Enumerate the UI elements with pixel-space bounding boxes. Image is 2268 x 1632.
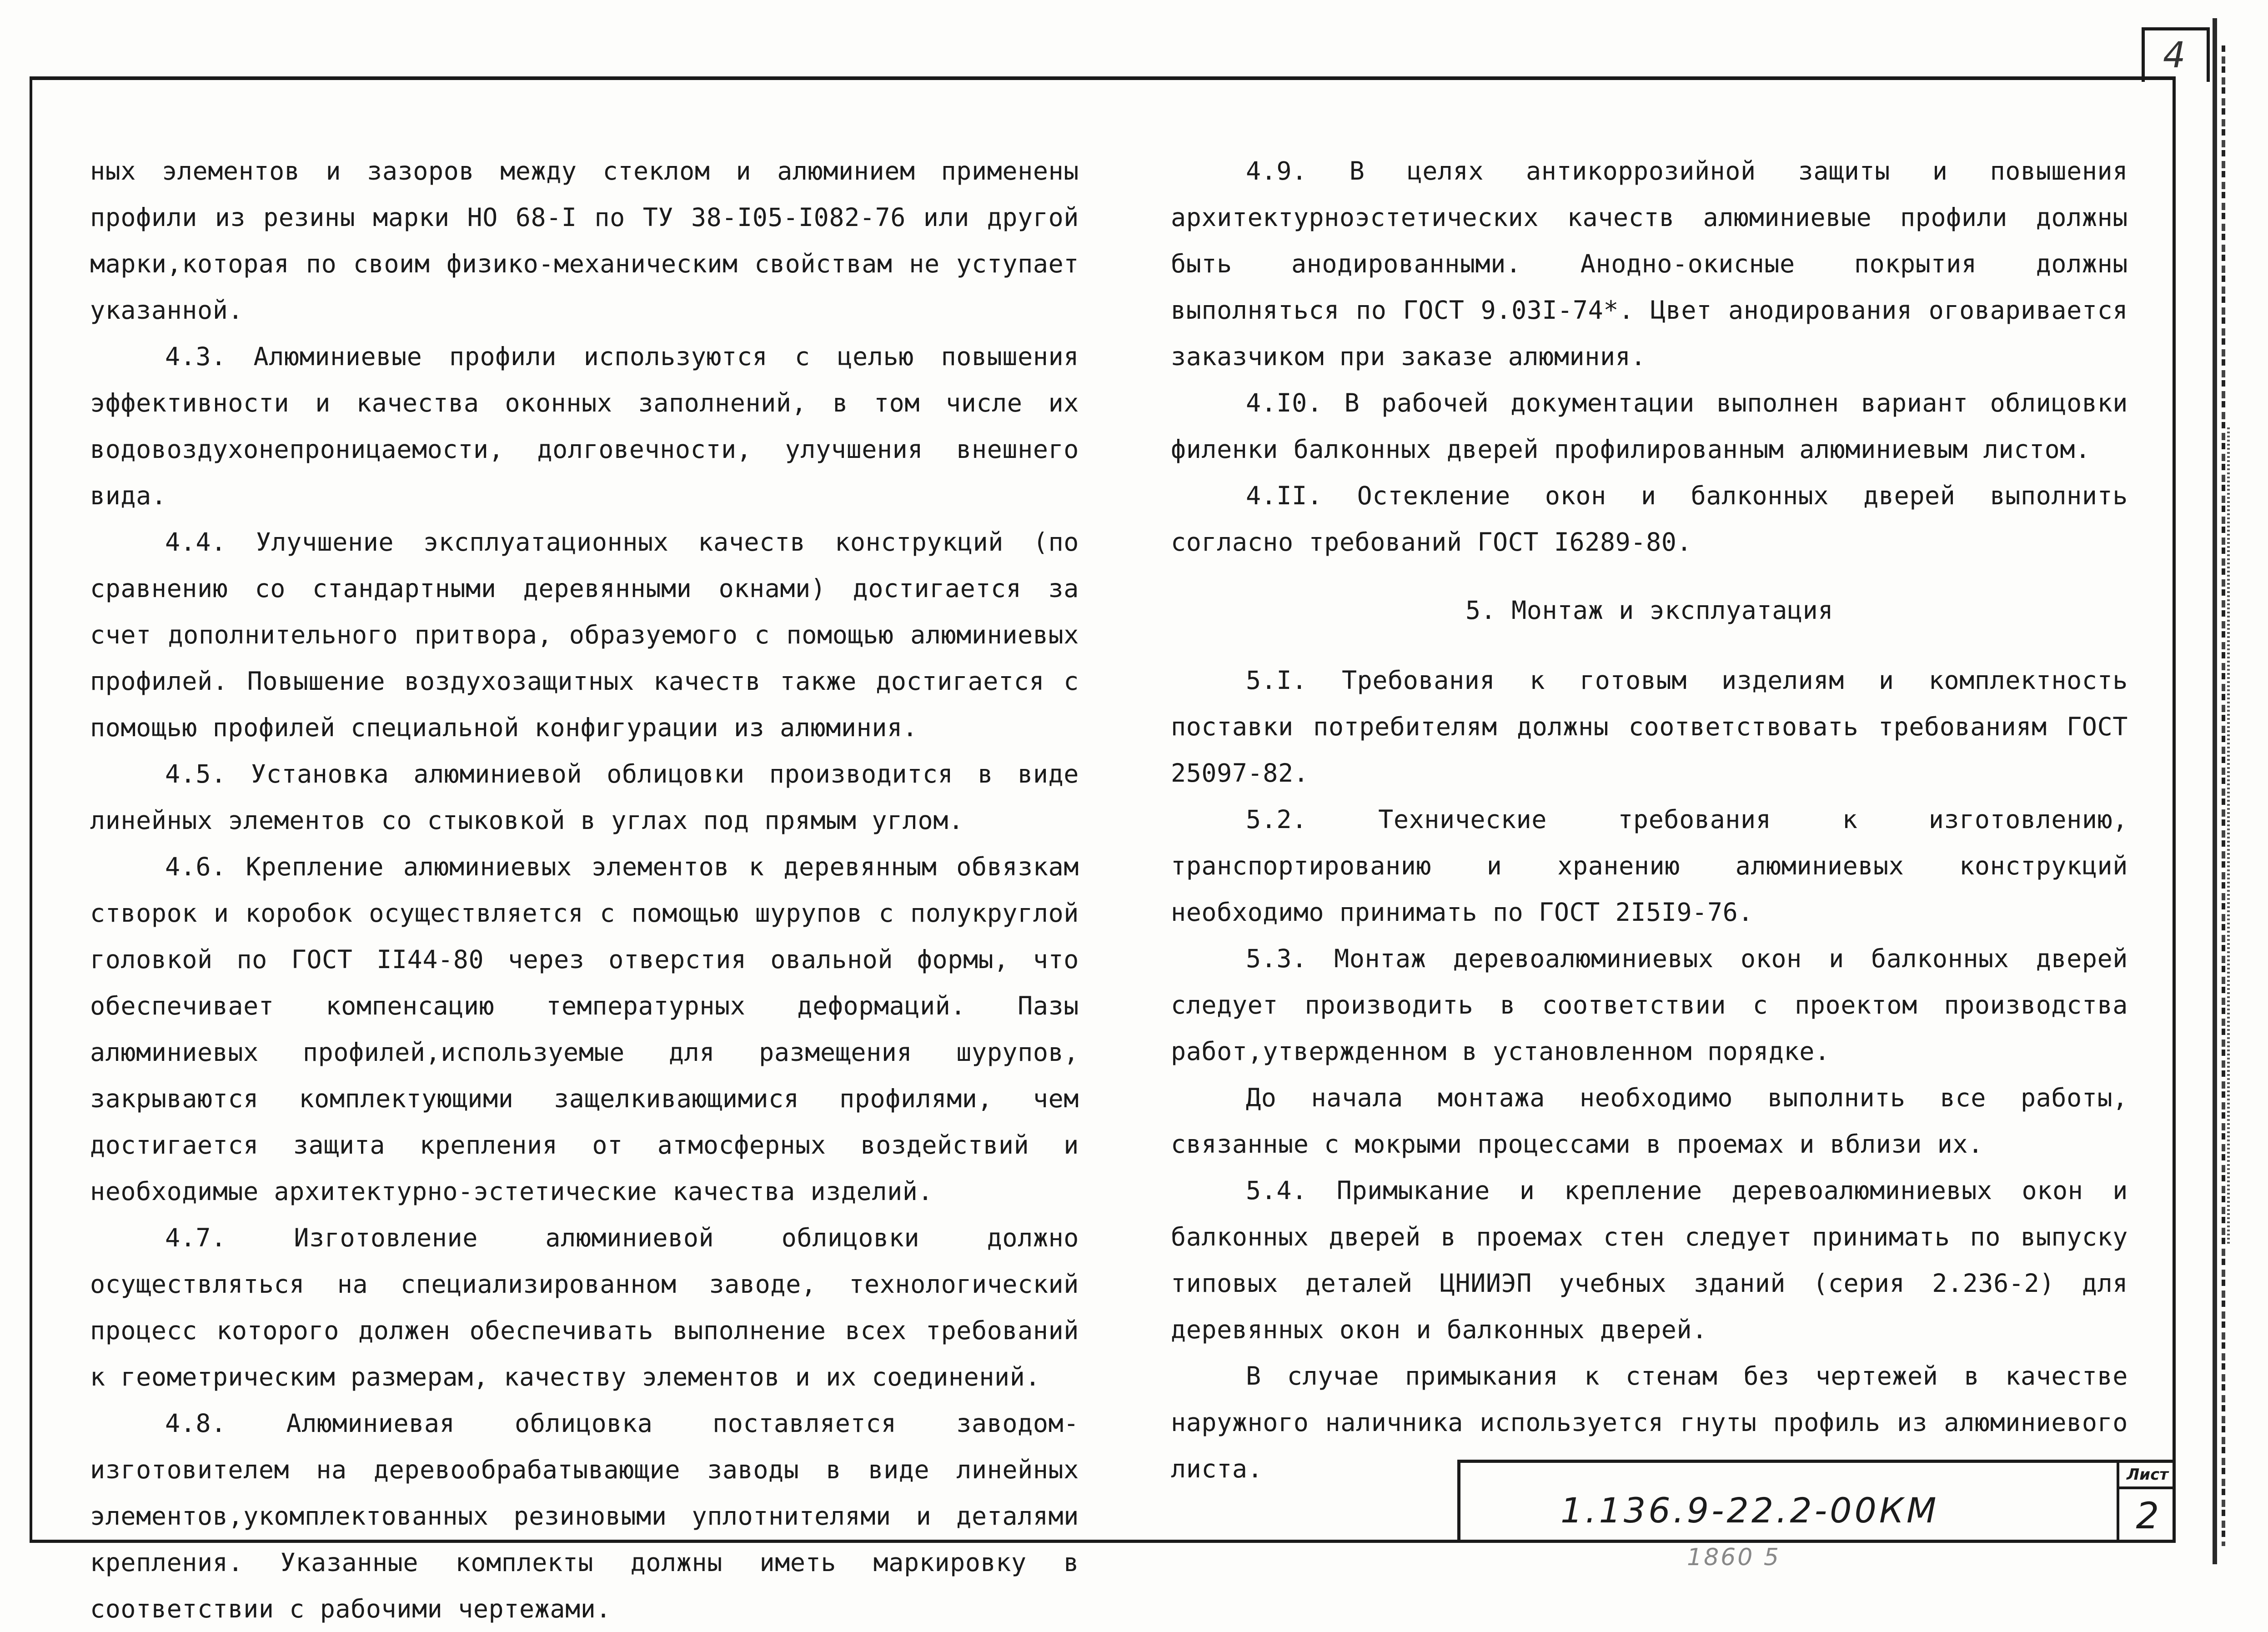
- paragraph-4-9: 4.9. В целях антикоррозийной защиты и повышения архитектурноэстетических качеств алюминиевые профили должны быть анодированными. Анодно-окисные покрытия должны выполняться по ГОСТ 9.03I-74*. Цвет анодирования оговаривается заказчиком при заказе алюминия.: [1171, 156, 2128, 371]
- sheet-label: Лист: [2119, 1463, 2176, 1489]
- document-code: 1.136.9-22.2-00КМ: [1561, 1490, 1939, 1531]
- sheet-cell: [2117, 1463, 2176, 1543]
- archive-stamp: 1860 5: [1687, 1544, 1781, 1571]
- paragraph-4-3: 4.3. Алюминиевые профили используются с целью повышения эффективности и качества оконных заполнений, в том числе их водовоздухонепроницаемости, долговечности, улучшения внешнего вида.: [90, 342, 1079, 510]
- section-5-heading: 5. Монтаж и эксплуатация: [1465, 596, 1834, 625]
- paragraph-5-4: 5.4. Примыкание и крепление деревоалюминиевых окон и балконных дверей в проемах стен следует принимать по выпуску типовых деталей ЦНИИЭП учебных зданий (серия 2.236-2) для деревянных окон и балконных дверей.: [1171, 1176, 2128, 1344]
- paragraph-5-3-note: До начала монтажа необходимо выполнить все работы, связанные с мокрыми процессами в проемах и вблизи их.: [1171, 1083, 2128, 1159]
- sheet-number: 2: [2136, 1495, 2159, 1537]
- paragraph-5-3: 5.3. Монтаж деревоалюминиевых окон и балконных дверей следует производить в соответствии с проектом производства работ,утвержденном в установленном порядке.: [1171, 944, 2128, 1066]
- paragraph-4-5: 4.5. Установка алюминиевой облицовки производится в виде линейных элементов со стыковкой в углах под прямым углом.: [90, 759, 1079, 835]
- title-block: [1457, 1460, 2176, 1543]
- corner-sheet-number: 4: [2163, 35, 2186, 76]
- paragraph-4-7: 4.7. Изготовление алюминиевой облицовки должно осуществляться на специализированном заводе, технологический процесс которого должен обеспечивать выполнение всех требований к геометрическим размерам, качеству элементов и их соединений.: [90, 1223, 1079, 1391]
- paragraph-4-6: 4.6. Крепление алюминиевых элементов к деревянным обвязкам створок и коробок осуществляется с помощью шурупов с полукруглой головкой по ГОСТ II44-80 через отверстия овальной формы, что обеспечивает компенсацию температурных деформаций. Пазы алюминиевых профилей,используемые для размещения шурупов, закрываются комплектующими защелкивающимися профилями, чем достигается защита крепления от атмосферных воздействий и необходимые архитектурно-эстетические качества изделий.: [90, 852, 1079, 1206]
- paragraph-4-8: 4.8. Алюминиевая облицовка поставляется заводом-изготовителем на деревообрабатывающие заводы в виде линейных элементов,укомплектованных резиновыми уплотнителями и деталями крепления. Указанные комплекты должны иметь маркировку в соответствии с рабочими чертежами.: [90, 1409, 1079, 1623]
- paragraph-4-10: 4.I0. В рабочей документации выполнен вариант облицовки филенки балконных дверей профилированным алюминиевым листом.: [1171, 388, 2128, 464]
- paragraph-left-0: ных элементов и зазоров между стеклом и алюминием применены профили из резины марки НО 68-I по ТУ 38-I05-I082-76 или другой марки,которая по своим физико-механическим свойствам не уступает указанной.: [90, 156, 1079, 325]
- left-text-column: [90, 148, 1079, 1632]
- paragraph-5-1: 5.I. Требования к готовым изделиям и комплектность поставки потребителям должны соответствовать требованиям ГОСТ 25097-82.: [1171, 666, 2128, 788]
- paragraph-4-11: 4.II. Остекление окон и балконных дверей выполнить согласно требований ГОСТ I6289-80.: [1171, 481, 2128, 557]
- paragraph-5-4-note: В случае примыкания к стенам без чертежей в качестве наружного наличника используется гнуты профиль из алюминиевого листа.: [1171, 1361, 2128, 1483]
- paragraph-5-2: 5.2. Технические требования к изготовлению, транспортированию и хранению алюминиевых конструкций необходимо принимать по ГОСТ 2I5I9-76.: [1171, 805, 2128, 927]
- binding-edge: [2209, 18, 2231, 1564]
- right-text-column: [1171, 148, 2128, 1492]
- paragraph-4-4: 4.4. Улучшение эксплуатационных качеств конструкций (по сравнению со стандартными деревянными окнами) достигается за счет дополнительного притвора, образуемого с помощью алюминиевых профилей. Повышение воздухозащитных качеств также достигается с помощью профилей специальной конфигурации из алюминия.: [90, 527, 1079, 742]
- corner-sheet-box: [2142, 27, 2210, 82]
